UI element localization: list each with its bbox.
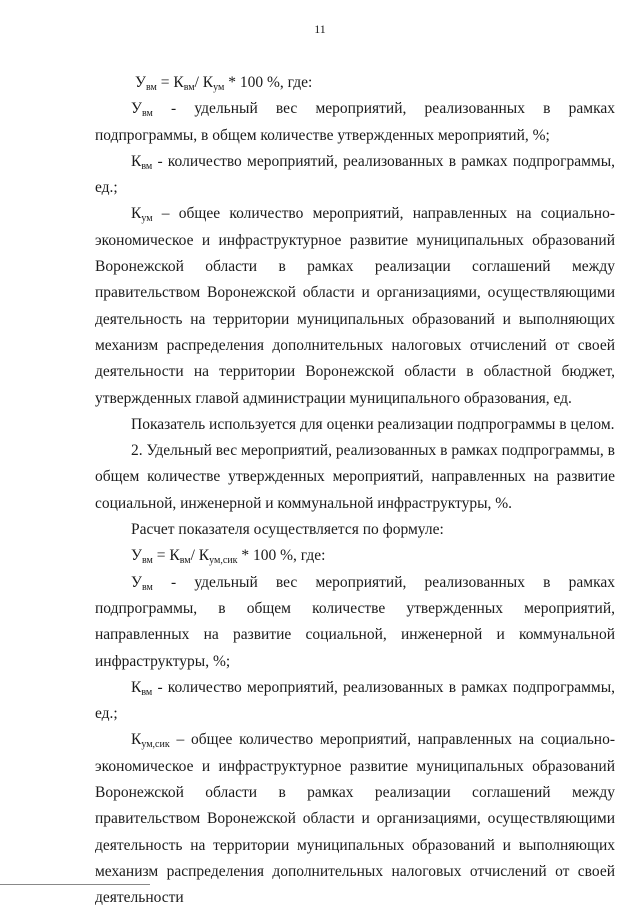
definition-u-2 [95,570,615,675]
formula-tail: * 100 %, где: [237,547,326,565]
formula-symbol-u: У [135,74,146,91]
page-number: 11 [314,22,326,36]
definition-u-1 [95,96,615,149]
definition-text: - количество мероприятий, реализованных в рамках подпрограммы, ед.; [95,678,615,723]
definition-text: - удельный вес мероприятий, реализованных в рамках подпрограммы, в общем количестве утвержденных мероприятий, направленных на развитие социальной, инженерной и коммунальной инфраструктуры, %; [95,573,615,670]
definition-k-2 [95,675,615,728]
definition-symbol: У [131,100,142,118]
formula-equals: = [156,74,174,91]
definition-text: - количество мероприятий, реализованных в рамках подпрограммы, ед.; [95,152,615,197]
definition-kum-2 [95,727,615,911]
definition-symbol: К [131,678,142,696]
formula-symbol-k: К [202,74,214,91]
definition-subscript: вм [141,581,153,593]
paragraph-item-2: 2. Удельный вес мероприятий, реализованных в рамках подпрограммы, в общем количестве утвержденных мероприятий, направленных на развитие социальной, инженерной и коммунальной инфраструктуры, %. [95,442,615,512]
formula-subscript: вм [183,82,195,93]
formula-subscript: ум [213,82,225,93]
definition-subscript: ум [141,213,153,225]
formula-equals: = [152,547,170,565]
definition-subscript: вм [141,686,153,698]
definition-symbol: К [131,731,142,749]
formula-subscript: вм [141,555,153,567]
formula-symbol-k: К [173,74,184,91]
formula-subscript: вм [179,555,191,567]
formula-divide: / [190,547,199,565]
formula-subscript: ум,сик [209,555,238,567]
formula-divide: / [194,74,203,91]
formula-symbol-k: К [198,547,210,565]
paragraph-calculation: Расчет показателя осуществляется по формуле: [131,521,444,539]
definition-subscript: вм [141,160,153,172]
definition-subscript: вм [141,108,153,120]
document-body [95,70,615,912]
definition-text: – общее количество мероприятий, направленных на социально-экономическое и инфраструктурное развитие муниципальных образований Воронежской области в рамках реализации соглашений между правительством Воронежской области и организациями, осуществляющими деятельность на территории муниципальных образований и выполняющих механизм распределения дополнительных налоговых отчислений от своей деятельности на территории Воронежской области в областной бюджет, утвержденных главой администрации муниципального образования, ед. [95,205,615,407]
definition-k-1 [95,149,615,202]
definition-text: - удельный вес мероприятий, реализованных в рамках подпрограммы, в общем количестве утвержденных мероприятий, %; [95,100,615,144]
definition-subscript: ум,сик [141,739,170,751]
definition-text: – общее количество мероприятий, направленных на социально-экономическое и инфраструктурное развитие муниципальных образований Воронежской области в рамках реализации соглашений между правительством Воронежской области и организациями, осуществляющими деятельность на территории муниципальных образований и выполняющих механизм распределения дополнительных налоговых отчислений от своей деятельности [95,731,615,907]
definition-symbol: К [131,152,142,170]
formula-symbol-u: У [131,547,142,565]
definition-kum-1 [95,201,615,411]
formula-subscript: вм [145,82,157,93]
formula-symbol-k: К [169,547,180,565]
formula-tail: * 100 %, где: [224,74,313,91]
paragraph-usage: Показатель используется для оценки реализации подпрограммы в целом. [131,415,615,433]
definition-symbol: У [131,573,142,591]
formula-2 [95,543,615,569]
definition-symbol: К [131,205,142,223]
footer-rule [0,884,150,885]
formula-1 [95,70,615,96]
